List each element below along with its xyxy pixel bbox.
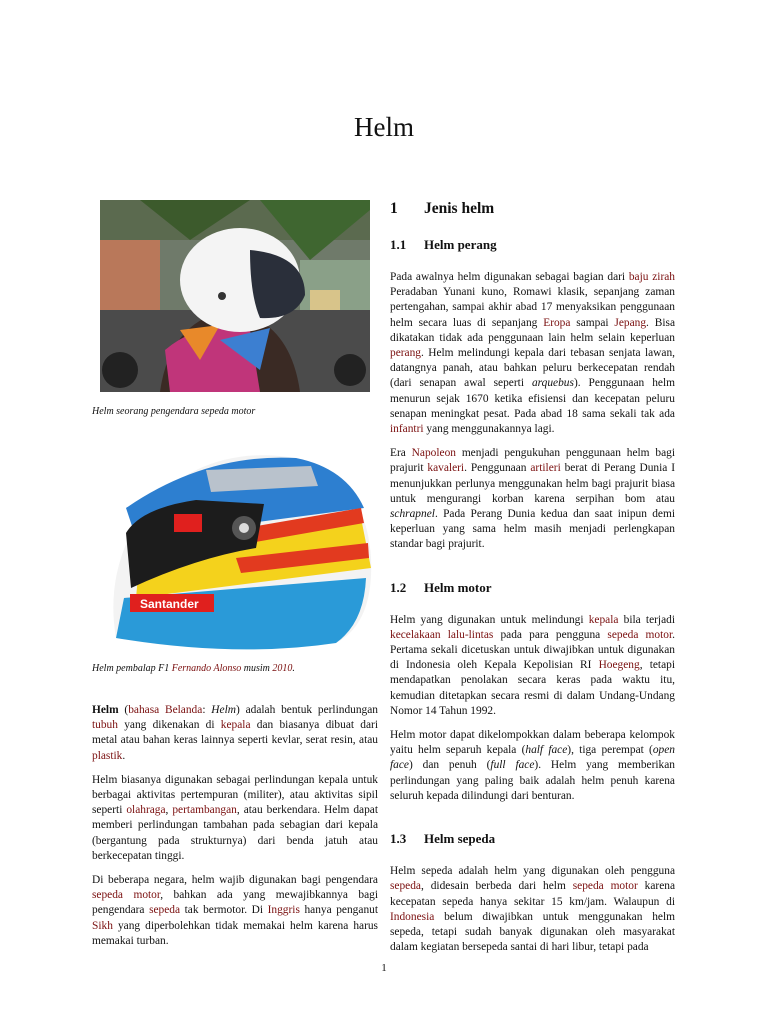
link-kepala-2[interactable]: kepala <box>588 613 619 626</box>
right-column <box>390 200 675 964</box>
motorcyclist-photo <box>100 200 370 392</box>
link-hoegeng[interactable]: Hoegeng <box>598 659 640 672</box>
page-number: 1 <box>381 962 387 974</box>
left-column <box>92 200 378 958</box>
link-infantri[interactable]: infantri <box>390 423 424 436</box>
link-sepeda-motor-3[interactable]: sepeda motor <box>572 880 638 893</box>
link-olahraga[interactable]: olahraga <box>126 804 166 817</box>
link-pertambangan[interactable]: pertambangan <box>172 804 237 817</box>
link-kepala[interactable]: kepala <box>220 719 251 732</box>
santander-logo: Santander <box>140 597 199 611</box>
link-sepeda-motor[interactable]: sepeda motor <box>92 889 161 902</box>
link-tubuh[interactable]: tubuh <box>92 719 118 732</box>
link-artileri[interactable]: artileri <box>530 462 561 475</box>
figure-caption-1: Helm seorang pengendara sepeda motor <box>92 406 256 417</box>
helm-motor-paragraph-2: Helm motor dapat dikelompokkan dalam beberapa kelompok yaitu helm separuh kepala (half face), tiga perempat (open face) dan penuh (full face). Helm yang memberikan perlindungan yang paling baik adalah helm penuh karena seluruh kepada dilindungi dari benturan. <box>390 729 675 802</box>
figure-caption-2: Helm pembalap F1 Fernando Alonso musim 2010. <box>92 663 295 674</box>
helm-sepeda-paragraph: Helm sepeda adalah helm yang digunakan oleh pengguna sepeda, didesain berbeda dari helm sepeda motor karena kecepatan sepeda hanya sekitar 15 km/jam. Walaupun di Indonesia belum diwajibkan untuk menggunakan helm sepeda, tetapi sudah banyak digunakan oleh masyarakat dalam kegiatan bersepeda santai di hari libur, tetapi pada <box>390 865 676 954</box>
link-sepeda-2[interactable]: sepeda <box>390 880 421 893</box>
link-plastik[interactable]: plastik <box>92 749 123 762</box>
link-2010[interactable]: 2010 <box>272 663 293 674</box>
usage-paragraph: Helm biasanya digunakan sebagai perlindungan kepala untuk berbagai aktivitas pertempuran (militer), atau aktivitas sipil seperti olahraga, pertambangan, atau berkendara. Helm dapat memberi perlindungan tambahan pada sebagian dari kepala (bergantung pada strukturnya) dari benda jatuh atau berkecepatan tinggi. <box>92 773 378 862</box>
link-inggris[interactable]: Inggris <box>267 904 300 917</box>
link-eropa[interactable]: Eropa <box>543 316 571 329</box>
helm-perang-paragraph-2: Era Napoleon menjadi pengukuhan penggunaan helm bagi prajurit kavaleri. Penggunaan artileri berat di Perang Dunia I menunjukkan perlunya menggunakan helm bagi prajurit biasa untuk mengurangi korban karena serpihan bom atau schrapnel. Pada Perang Dunia kedua dan saat inipun demi keperluan yang sama helm masih menjadi perlengkapan standar bagi prajurit. <box>390 447 676 551</box>
link-fernando-alonso[interactable]: Fernando Alonso <box>171 663 242 674</box>
link-jepang[interactable]: Jepang <box>614 316 647 329</box>
link-sepeda-motor-2[interactable]: sepeda motor <box>607 628 673 641</box>
link-kavaleri[interactable]: kavaleri <box>427 462 465 475</box>
link-indonesia[interactable]: Indonesia <box>390 910 435 923</box>
link-bahasa-belanda[interactable]: bahasa Belanda <box>128 704 203 716</box>
intro-paragraph: Helm (bahasa Belanda: Helm) adalah bentuk perlindungan tubuh yang dikenakan di kepala dan biasanya dibuat dari metal atau bahan keras lainnya seperti kevlar, serat resin, atau plastik. <box>92 704 379 762</box>
regulation-paragraph: Di beberapa negara, helm wajib digunakan bagi pengendara sepeda motor, bahkan ada yang mewajibkannya bagi pengendara sepeda tak bermotor. Di Inggris hanya penganut Sikh yang diperbolehkan tidak memakai helm karena harus memakai turban. <box>92 874 378 947</box>
link-kecelakaan-lalu-lintas[interactable]: kecelakaan lalu-lintas <box>390 628 494 641</box>
subsection-heading-helm-sepeda: 1.3 Helm sepeda <box>390 831 496 847</box>
link-sikh[interactable]: Sikh <box>92 919 113 932</box>
page-title: Helm <box>354 112 414 142</box>
link-napoleon[interactable]: Napoleon <box>411 447 456 460</box>
subsection-heading-helm-motor: 1.2 Helm motor <box>390 579 492 595</box>
link-sepeda[interactable]: sepeda <box>149 904 181 917</box>
link-baju-zirah[interactable]: baju zirah <box>628 271 675 283</box>
f1-helmet-image <box>96 448 374 654</box>
section-heading-jenis-helm: 1 Jenis helm <box>390 200 495 217</box>
subsection-heading-helm-perang: 1.1 Helm perang <box>390 237 497 252</box>
helm-perang-paragraph-1: Pada awalnya helm digunakan sebagai bagian dari baju zirah Peradaban Yunani kuno, Romawi klasik, sepanjang zaman pertengahan, sampai akhir abad 17 menyaksikan penggunaan helm secara luas di sepanjang Eropa sampai Jepang. Bisa dikatakan tidak ada penggunaan lain helm selain keperluan perang. Helm melindungi kepala dari tebasan senjata lawan, datangnya panah, atau bahkan peluru berkecepatan rendah (dari senapan awal seperti arquebus). Penggunaan helm menurun sejak 1670 ketika efisiensi dan kecepatan peluru senapan meningkat pesat. Pada abad 18 sama sekali tak ada infantri yang menggunakannya lagi. <box>390 271 675 436</box>
link-perang[interactable]: perang <box>390 347 421 360</box>
helm-motor-paragraph-1: Helm yang digunakan untuk melindungi kepala bila terjadi kecelakaan lalu-lintas pada para pengguna sepeda motor. Pertama sekali dicetuskan untuk diwajibkan untuk digunakan di Indonesia oleh Kepala Kepolisian RI Hoegeng, tetapi mendapatkan penolakan secara keras pada waktu itu, kemudian ditetapkan secara resmi di dalam Undang-Undang Nomor 14 Tahun 1992. <box>390 613 675 717</box>
